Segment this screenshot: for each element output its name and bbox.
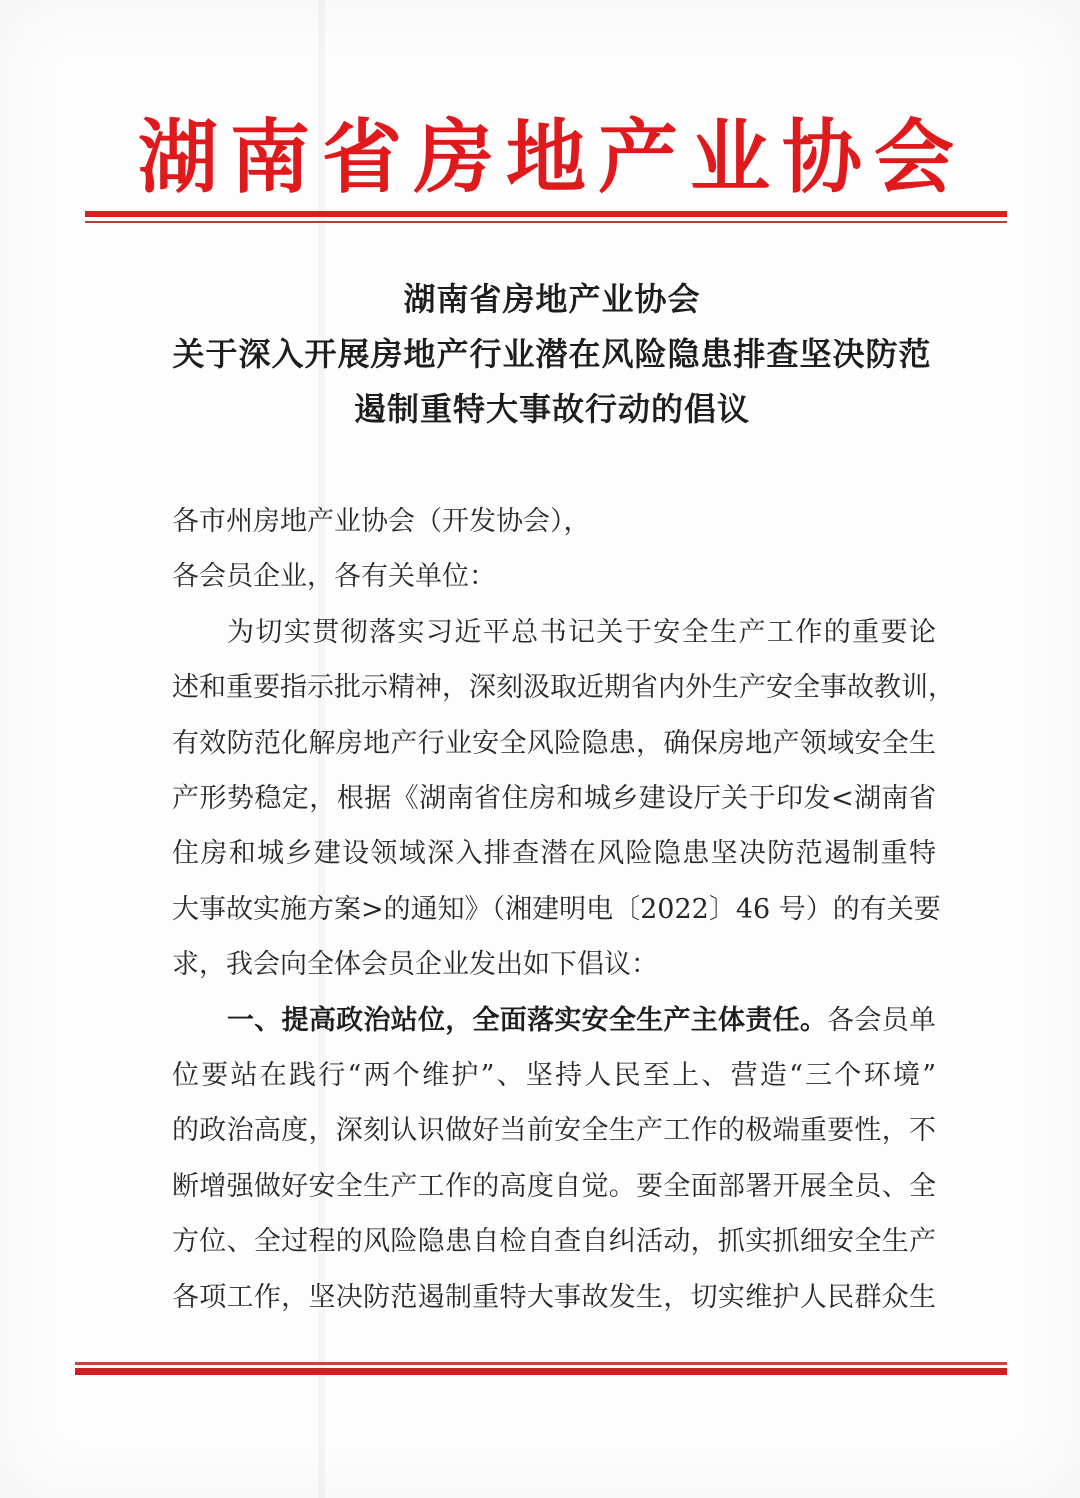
body-line-10-text: 的政治高度，深刻认识做好当前安全生产工作的极端重要性，不 xyxy=(172,1115,936,1147)
body-line-1 xyxy=(172,605,936,660)
body-line-3 xyxy=(172,716,936,771)
body-line-8-bold-lead: 一、提高政治站位，全面落实安全生产主体责任。 xyxy=(227,1004,828,1035)
body-line-8-text: 各会员单 xyxy=(827,1004,937,1036)
document-title xyxy=(170,272,934,437)
salutation-line-2: 各会员企业，各有关单位： xyxy=(172,561,496,593)
document-title-line-1: 湖南省房地产业协会 xyxy=(403,281,701,317)
body-line-4-text: 产形势稳定，根据《湖南省住房和城乡建设厅关于印发<湖南省 xyxy=(172,783,936,815)
footer-rule-thick xyxy=(75,1368,1007,1375)
body-line-13-text: 各项工作，坚决防范遏制重特大事故发生，切实维护人民群众生 xyxy=(172,1281,936,1313)
letterhead-org-name: 湖南省房地产业协会 xyxy=(138,110,966,204)
body-line-11-text: 断增强做好安全生产工作的高度自觉。要全面部署开展全员、全 xyxy=(172,1170,936,1202)
body-line-11 xyxy=(172,1159,936,1214)
body-line-8 xyxy=(172,993,936,1048)
body-line-4 xyxy=(172,771,936,826)
header-rule-thin xyxy=(85,221,1007,223)
body-line-9-text: 位要站在践行“两个维护”、坚持人民至上、营造“三个环境” xyxy=(172,1060,936,1092)
document-body xyxy=(172,494,955,1325)
body-line-9 xyxy=(172,1048,936,1103)
body-line-6 xyxy=(172,882,941,937)
footer-rule-thin xyxy=(75,1362,1007,1365)
body-line-5 xyxy=(172,826,936,881)
body-line-6-text: 大事故实施方案>的通知》（湘建明电〔2022〕46 号）的有关要 xyxy=(172,893,941,925)
body-line-12-text: 方位、全过程的风险隐患自检自查自纠活动，抓实抓细安全生产 xyxy=(172,1226,936,1258)
body-line-7-text: 求，我会向全体会员企业发出如下倡议： xyxy=(172,949,658,981)
body-line-10 xyxy=(172,1103,936,1158)
body-line-5-text: 住房和城乡建设领域深入排查潜在风险隐患坚决防范遏制重特 xyxy=(172,838,936,870)
body-line-7 xyxy=(172,937,936,992)
body-line-1-text: 为切实贯彻落实习近平总书记关于安全生产工作的重要论 xyxy=(227,616,936,648)
document-title-line-3: 遏制重特大事故行动的倡议 xyxy=(353,391,750,427)
body-line-2 xyxy=(172,660,955,715)
header-rule-thick xyxy=(85,211,1007,217)
body-line-12 xyxy=(172,1214,936,1269)
body-line-13 xyxy=(172,1270,936,1325)
body-line-2-text: 述和重要指示批示精神，深刻汲取近期省内外生产安全事故教训， xyxy=(172,672,955,704)
salutation-line-1: 各市州房地产业协会（开发协会）， xyxy=(172,506,591,537)
document-title-line-2: 关于深入开展房地产行业潜在风险隐患排查坚决防范 xyxy=(172,336,932,372)
body-line-3-text: 有效防范化解房地产行业安全风险隐患，确保房地产领域安全生 xyxy=(172,727,936,759)
